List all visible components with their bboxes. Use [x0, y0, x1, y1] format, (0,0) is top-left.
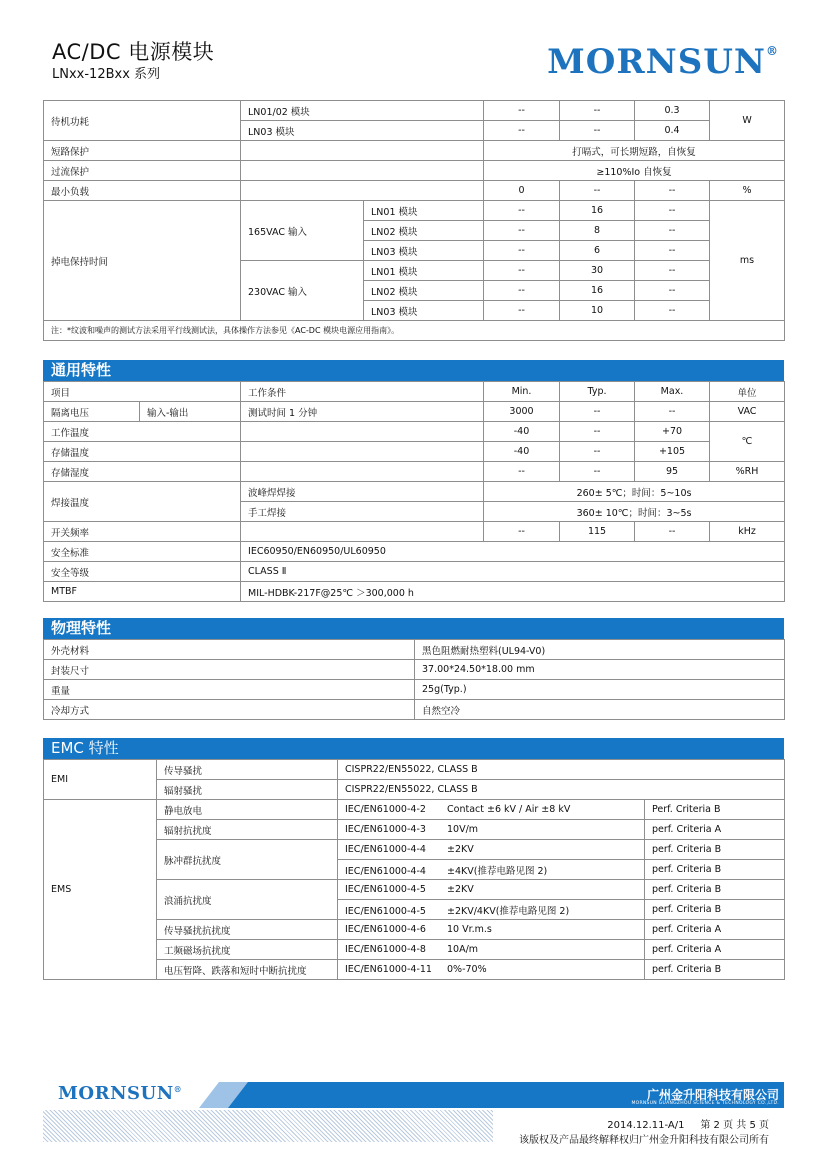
ems-criteria: perf. Criteria A [645, 920, 785, 940]
op-temp-typ: -- [560, 422, 635, 442]
hand-solder-value: 360± 10℃；时间：3~5s [484, 502, 785, 522]
empty-cell [241, 422, 484, 442]
emc-standard [338, 900, 645, 920]
holdup-typ: 8 [560, 221, 635, 241]
standby-max: 0.4 [635, 121, 710, 141]
storage-humidity-label: 存储湿度 [44, 462, 241, 482]
wave-solder-value: 260± 5℃；时间：5~10s [484, 482, 785, 502]
package-size-label: 封装尺寸 [44, 660, 415, 680]
empty-cell [241, 442, 484, 462]
col-head-unit: 单位 [710, 382, 785, 402]
overcurrent-label: 过流保护 [44, 161, 241, 181]
package-size-value: 37.00*24.50*18.00 mm [415, 660, 785, 680]
holdup-module: LN03 模块 [364, 301, 484, 321]
isolation-min: 3000 [484, 402, 560, 422]
solder-temp-label: 焊接温度 [44, 482, 241, 522]
ems-criteria: perf. Criteria B [645, 860, 785, 880]
empty-cell [241, 522, 484, 542]
emc-standard [338, 920, 645, 940]
storage-temp-max: +105 [635, 442, 710, 462]
ems-std: IEC/EN61000-4-5 [345, 905, 426, 917]
holdup-min: -- [484, 301, 560, 321]
emc-standard: CISPR22/EN55022, CLASS B [338, 760, 785, 780]
table-note: 注：*纹波和噪声的测试方法采用平行线测试法，具体操作方法参见《AC-DC 模块电源应用指南》。 [44, 321, 785, 341]
registered-mark: ® [766, 44, 779, 58]
emc-item: 电压暂降、跌落和短时中断抗扰度 [157, 960, 338, 980]
col-head-min: Min. [484, 382, 560, 402]
ems-label: EMS [44, 800, 157, 980]
holdup-max: -- [635, 221, 710, 241]
col-head-item: 项目 [44, 382, 241, 402]
footer-company-en: MORNSUN GUANGZHOU SCIENCE & TECHNOLOGY CO.,LTD. [631, 1101, 779, 1106]
emc-item: 传导骚扰 [157, 760, 338, 780]
logo-text: MORNSUN [547, 42, 766, 82]
min-load-unit: % [710, 181, 785, 201]
weight-value: 25g(Typ.) [415, 680, 785, 700]
op-temp-label: 工作温度 [44, 422, 241, 442]
standby-unit: W [710, 101, 785, 141]
storage-humidity-typ: -- [560, 462, 635, 482]
holdup-max: -- [635, 201, 710, 221]
emc-standard [338, 880, 645, 900]
physical-spec-table [43, 639, 785, 720]
wave-solder-label: 波峰焊焊接 [241, 482, 484, 502]
holdup-typ: 30 [560, 261, 635, 281]
ems-criteria: perf. Criteria B [645, 880, 785, 900]
isolation-unit: VAC [710, 402, 785, 422]
holdup-min: -- [484, 281, 560, 301]
holdup-typ: 16 [560, 201, 635, 221]
ems-level: 10 Vr.m.s [447, 924, 492, 935]
footer-logo-text: MORNSUN [58, 1083, 174, 1104]
min-load-label: 最小负载 [44, 181, 241, 201]
holdup-min: -- [484, 261, 560, 281]
isolation-cond: 测试时间 1 分钟 [241, 402, 484, 422]
col-head-typ: Typ. [560, 382, 635, 402]
overcurrent-value: ≥110%Io 自恢复 [484, 161, 785, 181]
emc-item: 脉冲群抗扰度 [157, 840, 338, 880]
mtbf-value: MIL-HDBK-217F@25℃ ＞300,000 h [241, 582, 785, 602]
storage-humidity-max: 95 [635, 462, 710, 482]
holdup-max: -- [635, 241, 710, 261]
switching-freq-max: -- [635, 522, 710, 542]
emc-item: 浪涌抗扰度 [157, 880, 338, 920]
holdup-max: -- [635, 281, 710, 301]
ems-level: 10V/m [447, 824, 479, 835]
ems-std: IEC/EN61000-4-6 [345, 924, 426, 935]
emc-standard [338, 860, 645, 880]
ems-level: ±2KV/4KV(推荐电路见图 2) [447, 905, 570, 917]
short-circuit-label: 短路保护 [44, 141, 241, 161]
general-spec-table [43, 381, 785, 602]
ems-criteria: perf. Criteria B [645, 900, 785, 920]
emc-item: 传导骚扰抗扰度 [157, 920, 338, 940]
section-title-physical: 物理特性 [43, 618, 784, 639]
min-load-typ: -- [560, 181, 635, 201]
safety-standard-label: 安全标准 [44, 542, 241, 562]
ems-criteria: perf. Criteria B [645, 960, 785, 980]
standby-typ: -- [560, 121, 635, 141]
series-subtitle: LNxx-12Bxx 系列 [52, 67, 161, 82]
emc-standard [338, 840, 645, 860]
emi-label: EMI [44, 760, 157, 800]
ems-criteria: Perf. Criteria B [645, 800, 785, 820]
footer-registered-mark: ® [173, 1084, 183, 1094]
isolation-max: -- [635, 402, 710, 422]
ems-std: IEC/EN61000-4-5 [345, 884, 426, 895]
mtbf-label: MTBF [44, 582, 241, 602]
section-title-emc: EMC 特性 [43, 738, 784, 759]
safety-standard-value: IEC60950/EN60950/UL60950 [241, 542, 785, 562]
holdup-min: -- [484, 241, 560, 261]
footer-logo [58, 1083, 182, 1104]
isolation-typ: -- [560, 402, 635, 422]
emc-item: 辐射抗扰度 [157, 820, 338, 840]
ems-criteria: perf. Criteria A [645, 940, 785, 960]
safety-class-label: 安全等级 [44, 562, 241, 582]
temp-unit: ℃ [710, 422, 785, 462]
holdup-module: LN03 模块 [364, 241, 484, 261]
emc-standard [338, 820, 645, 840]
brand-logo [547, 42, 779, 82]
switching-freq-label: 开关频率 [44, 522, 241, 542]
ems-std: IEC/EN61000-4-8 [345, 944, 426, 955]
hand-solder-label: 手工焊接 [241, 502, 484, 522]
holdup-typ: 6 [560, 241, 635, 261]
shell-material-value: 黑色阻燃耐热塑料(UL94-V0) [415, 640, 785, 660]
standby-label: 待机功耗 [44, 101, 241, 141]
standby-max: 0.3 [635, 101, 710, 121]
storage-humidity-min: -- [484, 462, 560, 482]
shell-material-label: 外壳材料 [44, 640, 415, 660]
ems-std: IEC/EN61000-4-3 [345, 824, 426, 835]
holdup-typ: 10 [560, 301, 635, 321]
holdup-module: LN01 模块 [364, 261, 484, 281]
ems-std: IEC/EN61000-4-4 [345, 865, 426, 877]
min-load-min: 0 [484, 181, 560, 201]
isolation-label: 隔离电压 [44, 402, 140, 422]
holdup-min: -- [484, 201, 560, 221]
switching-freq-typ: 115 [560, 522, 635, 542]
cooling-label: 冷却方式 [44, 700, 415, 720]
page-title: AC/DC 电源模块 [52, 40, 215, 64]
empty-cell [241, 141, 484, 161]
emc-spec-table [43, 759, 785, 980]
emc-standard [338, 800, 645, 820]
storage-temp-min: -40 [484, 442, 560, 462]
emc-standard [338, 940, 645, 960]
footer-hatch [43, 1110, 493, 1142]
footer-page: 第 2 页 共 5 页 [700, 1120, 769, 1131]
holdup-max: -- [635, 301, 710, 321]
footer-rights: 该版权及产品最终解释权归广州金升阳科技有限公司所有 [519, 1135, 769, 1146]
footer-company: 广州金升阳科技有限公司 [646, 1088, 779, 1102]
holdup-min: -- [484, 221, 560, 241]
ems-std: IEC/EN61000-4-11 [345, 964, 432, 975]
op-temp-max: +70 [635, 422, 710, 442]
holdup-230-label: 230VAC 输入 [241, 261, 364, 321]
cooling-value: 自然空冷 [415, 700, 785, 720]
safety-class-value: CLASS Ⅱ [241, 562, 785, 582]
standby-typ: -- [560, 101, 635, 121]
empty-cell [241, 181, 484, 201]
col-head-max: Max. [635, 382, 710, 402]
col-head-cond: 工作条件 [241, 382, 484, 402]
storage-temp-typ: -- [560, 442, 635, 462]
standby-cond: LN01/02 模块 [241, 101, 484, 121]
emc-standard [338, 960, 645, 980]
section-title-general: 通用特性 [43, 360, 784, 381]
ems-level: 0%-70% [447, 964, 487, 975]
op-temp-min: -40 [484, 422, 560, 442]
holdup-module: LN02 模块 [364, 281, 484, 301]
emc-standard: CISPR22/EN55022, CLASS B [338, 780, 785, 800]
holdup-module: LN01 模块 [364, 201, 484, 221]
storage-humidity-unit: %RH [710, 462, 785, 482]
ems-std: IEC/EN61000-4-2 [345, 804, 426, 815]
emc-item: 工频磁场抗扰度 [157, 940, 338, 960]
ems-level: ±2KV [447, 844, 474, 855]
holdup-module: LN02 模块 [364, 221, 484, 241]
min-load-max: -- [635, 181, 710, 201]
weight-label: 重量 [44, 680, 415, 700]
emc-item: 静电放电 [157, 800, 338, 820]
standby-cond: LN03 模块 [241, 121, 484, 141]
holdup-max: -- [635, 261, 710, 281]
footer-date: 2014.12.11-A/1 [607, 1120, 685, 1131]
ems-level: ±2KV [447, 884, 474, 895]
switching-freq-min: -- [484, 522, 560, 542]
ems-level: ±4KV(推荐电路见图 2) [447, 865, 548, 877]
isolation-sub: 输入-输出 [140, 402, 241, 422]
switching-freq-unit: kHz [710, 522, 785, 542]
footer-date-page [607, 1116, 769, 1131]
emc-item: 辐射骚扰 [157, 780, 338, 800]
holdup-165-label: 165VAC 输入 [241, 201, 364, 261]
ems-criteria: perf. Criteria A [645, 820, 785, 840]
holdup-typ: 16 [560, 281, 635, 301]
ems-std: IEC/EN61000-4-4 [345, 844, 426, 855]
holdup-label: 掉电保持时间 [44, 201, 241, 321]
ems-level: 10A/m [447, 944, 479, 955]
ems-criteria: perf. Criteria B [645, 840, 785, 860]
empty-cell [241, 462, 484, 482]
storage-temp-label: 存储温度 [44, 442, 241, 462]
empty-cell [241, 161, 484, 181]
ems-level: Contact ±6 kV / Air ±8 kV [447, 804, 571, 815]
short-circuit-value: 打嗝式，可长期短路，自恢复 [484, 141, 785, 161]
output-spec-table [43, 100, 785, 341]
holdup-unit: ms [710, 201, 785, 321]
standby-min: -- [484, 121, 560, 141]
standby-min: -- [484, 101, 560, 121]
